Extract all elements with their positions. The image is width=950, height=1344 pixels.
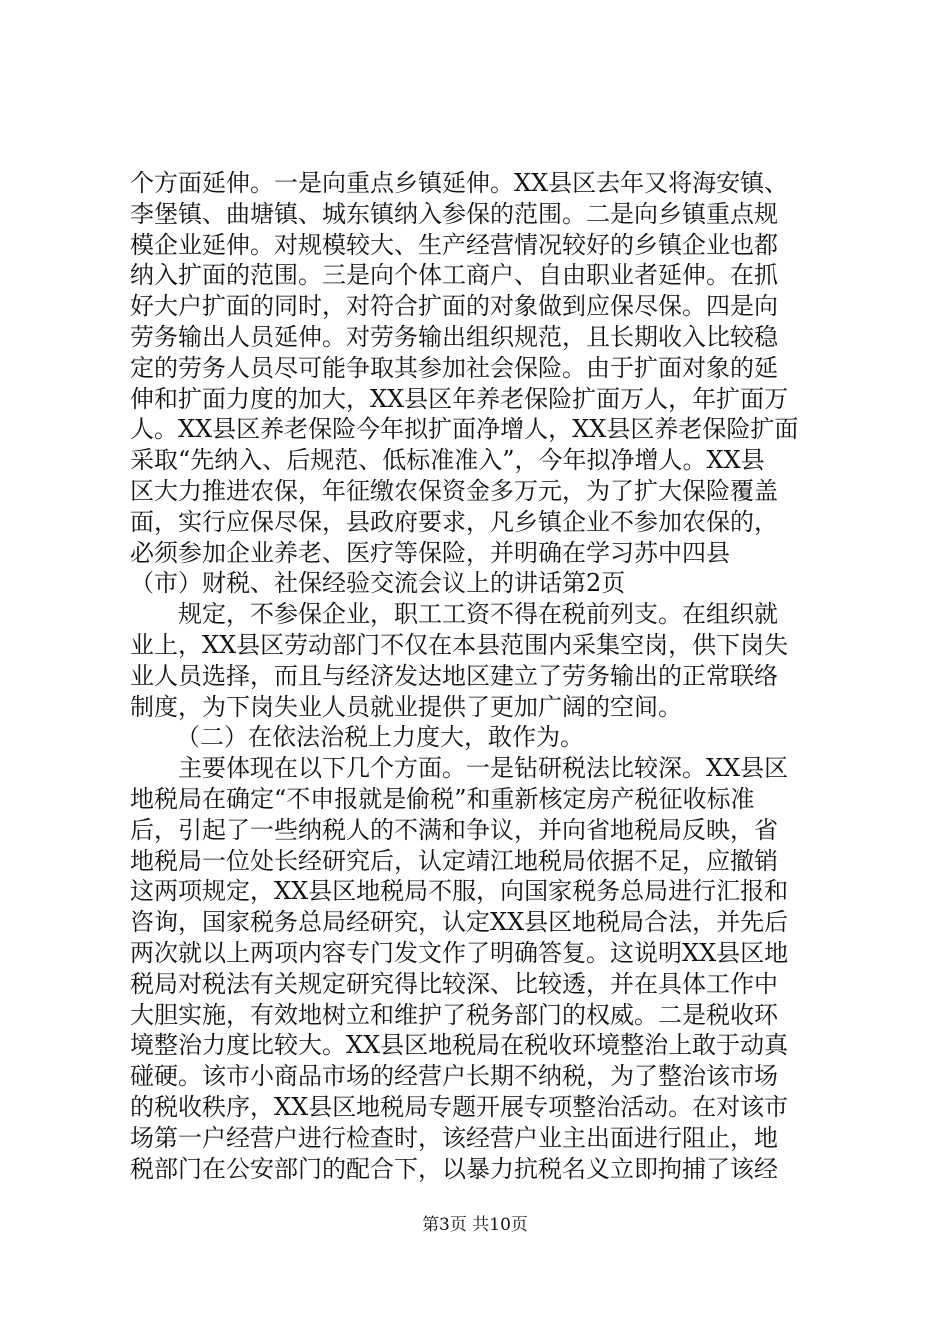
page-number-footer: 第3页 共10页 [422, 1215, 528, 1235]
paragraph-start-line: 规定，不参保企业，职工工资不得在税前列支。在组织就 [178, 600, 778, 629]
text-line: 好大户扩面的同时，对符合扩面的对象做到应保尽保。四是向 [130, 292, 778, 321]
text-line: 两次就以上两项内容专门发文作了明确答复。这说明XX县区地 [130, 938, 789, 967]
text-line: 地税局在确定“不申报就是偷税”和重新核定房产税征收标准 [130, 784, 755, 813]
text-line: 场第一户经营户进行检查时，该经营户业主出面进行阻止，地 [130, 1123, 778, 1152]
section-heading: （二）在依法治税上力度大，敢作为。 [176, 723, 584, 752]
text-line: 劳务输出人员延伸。对劳务输出组织规范，且长期收入比较稳 [130, 322, 778, 351]
text-line: 税部门在公安部门的配合下，以暴力抗税名义立即拘捕了该经 [130, 1154, 778, 1183]
text-line: 面，实行应保尽保，县政府要求，凡乡镇企业不参加农保的， [130, 507, 778, 536]
text-line: 李堡镇、曲塘镇、城东镇纳入参保的范围。二是向乡镇重点规 [130, 199, 778, 228]
text-line: 碰硬。该市小商品市场的经营户长期不纳税，为了整治该市场 [130, 1062, 778, 1091]
text-line: 的税收秩序，XX县区地税局专题开展专项整治活动。在对该市 [130, 1092, 789, 1121]
text-line: 纳入扩面的范围。三是向个体工商户、自由职业者延伸。在抓 [130, 261, 778, 290]
text-line: 必须参加企业养老、医疗等保险，并明确在学习苏中四县 [130, 538, 730, 567]
text-line: 人。XX县区养老保险今年拟扩面净增人，XX县区养老保险扩面 [130, 415, 799, 444]
text-line: 业人员选择，而且与经济发达地区建立了劳务输出的正常联络 [130, 661, 778, 690]
document-body [130, 168, 830, 1184]
text-line: （市）财税、社保经验交流会议上的讲话第2页 [130, 569, 626, 598]
text-line: 地税局一位处长经研究后，认定靖江地税局依据不足，应撤销 [130, 846, 778, 875]
text-line: 个方面延伸。一是向重点乡镇延伸。XX县区去年又将海安镇、 [130, 169, 789, 197]
text-line: 境整治力度比较大。XX县区地税局在税收环境整治上敢于动真 [130, 1031, 789, 1060]
text-line: 定的劳务人员尽可能争取其参加社会保险。由于扩面对象的延 [130, 353, 778, 382]
text-line: 后，引起了一些纳税人的不满和争议，并向省地税局反映，省 [130, 815, 778, 844]
text-line: 伸和扩面力度的加大，XX县区年养老保险扩面万人，年扩面万 [130, 384, 789, 413]
text-line: 大胆实施，有效地树立和维护了税务部门的权威。二是税收环 [130, 1000, 778, 1029]
text-line: 业上，XX县区劳动部门不仅在本县范围内采集空岗，供下岗失 [130, 630, 789, 659]
text-line: 税局对税法有关规定研究得比较深、比较透，并在具体工作中 [130, 969, 778, 998]
text-line: 区大力推进农保，年征缴农保资金多万元，为了扩大保险覆盖 [130, 476, 778, 505]
text-line: 这两项规定，XX县区地税局不服，向国家税务总局进行汇报和 [130, 877, 789, 906]
text-line: 咨询，国家税务总局经研究，认定XX县区地税局合法，并先后 [130, 908, 789, 937]
text-line: 制度，为下岗失业人员就业提供了更加广阔的空间。 [130, 692, 682, 721]
text-line: 模企业延伸。对规模较大、生产经营情况较好的乡镇企业也都 [130, 230, 778, 259]
paragraph-start-line: 主要体现在以下几个方面。一是钻研税法比较深。XX县区 [178, 754, 789, 783]
text-line: 采取“先纳入、后规范、低标准准入”，今年拟净增人。XX县 [130, 446, 765, 475]
